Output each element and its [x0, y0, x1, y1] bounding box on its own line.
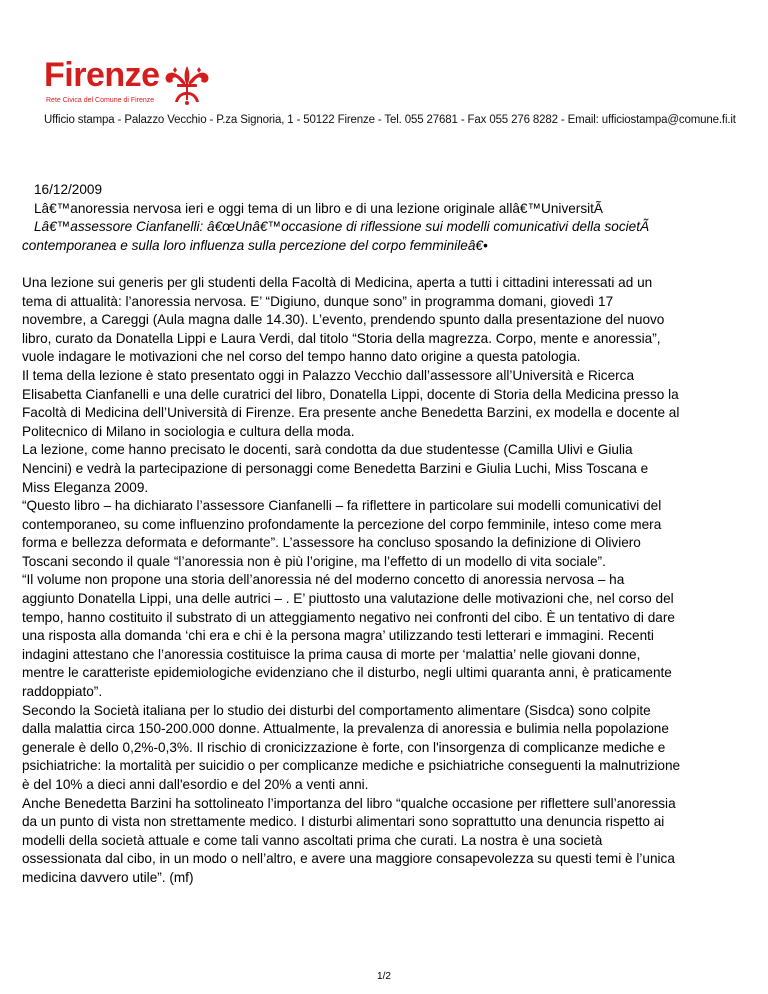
press-release	[22, 181, 752, 888]
logo-subtitle: Rete Civica del Comune di Firenze	[46, 97, 155, 104]
page-header	[0, 0, 768, 140]
spacer	[22, 255, 752, 274]
release-body: Una lezione sui generis per gli studenti della Facoltà di Medicina, aperta a tutti i cittadini interessati ad un tema di attualità: l’anoressia nervosa. E’ “Digiuno, dunque sono” in programma domani, giovedì 17 novembre, a Careggi (Aula magna dalle 14.30). L’evento, prendendo spunto dalla presentazione del nuovo libro, curato da Donatella Lippi e Laura Verdi, dal titolo “Storia della magrezza. Corpo, mente e anoressia”, vuole indagare le motivazioni che nel corso del tempo hanno dato origine a questa patologia. Il tema della lezione è stato presentato oggi in Palazzo Vecchio dall’assessore all’Università e Ricerca Elisabetta Cianfanelli e una delle curatrici del libro, Donatella Lippi, docente di Storia della Medicina presso la Facoltà di Medicina dell’Università di Firenze. Era presente anche Benedetta Barzini, ex modella e docente al Politecnico di Milano in sociologia e cultura della moda. La lezione, come hanno precisato le docenti, sarà condotta da due studentesse (Camilla Ulivi e Giulia Nencini) e vedrà la partecipazione di personaggi come Benedetta Barzini e Giulia Luchi, Miss Toscana e Miss Eleganza 2009. “Questo libro – ha dichiarato l’assessore Cianfanelli – fa riflettere in particolare sui modelli comunicativi del contemporaneo, su come influenzino profondamente la percezione del corpo femminile, inteso come mera forma e bellezza deformata e deformante”. L’assessore ha concluso sposando la definizione di Oliviero Toscani secondo il quale “l’anoressia non è più l’origine, ma l’effetto di un modello di vita sociale”. “Il volume non propone una storia dell’anoressia né del moderno concetto di anoressia nervosa – ha aggiunto Donatella Lippi, una delle autrici – . E’ piuttosto una valutazione delle motivazioni che, nel corso del tempo, hanno costituito il substrato di un atteggiamento negativo nei confronti del cibo. È un tentativo di dare una risposta alla domanda ‘chi era e chi è la persona magra’ utilizzando testi letterari e immagini. Recenti indagini attestano che l’anoressia costituisce la prima causa di morte per ‘malattia’ nelle giovani donne, mentre le caratteriste epidemiologiche evidenziano che il disturbo, negli ultimi quaranta anni, è praticamente raddoppiato”. Secondo la Società italiana per lo studio dei disturbi del comportamento alimentare (Sisdca) sono colpite dalla malattia circa 150-200.000 donne. Attualmente, la prevalenza di anoressia e bulimia nella popolazione generale è dello 0,2%-0,3%. Il rischio di cronicizzazione è forte, con l'insorgenza di complicanze mediche e psichiatriche: la mortalità per suicidio o per complicanze mediche e psichiatriche conseguenti la malnutrizione è del 10% a dieci anni dall'esordio e del 20% a venti anni. Anche Benedetta Barzini ha sottolineato l’importanza del libro “qualche occasione per riflettere sull’anoressia da un punto di vista non strettamente medico. I disturbi alimentari sono soprattutto una denuncia rispetto ai modelli della società attuale e come tali vanno ascoltati prima che curati. La nostra è una società ossessionata dal cibo, in un modo o nell’altro, e avere una maggiore consapevolezza su questi temi è l’unica medicina davvero utile”. (mf)	[22, 274, 681, 885]
florentine-lily-icon	[163, 62, 211, 106]
release-subtitle-line-2: contemporanea e sulla loro influenza sulla percezione del corpo femminileâ€•	[22, 237, 488, 253]
release-title: Lâ€™anoressia nervosa ieri e oggi tema di un libro e di una lezione originale allâ€™UniversitÃ	[34, 200, 603, 216]
release-subtitle-line-1: Lâ€™assessore Cianfanelli: â€œUnâ€™occasione di riflessione sui modelli comunicativi della societÃ	[34, 219, 650, 235]
press-office-contact-line: Ufficio stampa - Palazzo Vecchio - P.za Signoria, 1 - 50122 Firenze - Tel. 055 27681 - Fax 055 276 8282 - Email: ufficiostampa@comune.fi.it	[44, 114, 736, 126]
release-date: 16/12/2009	[34, 182, 103, 197]
page-number: 1/2	[377, 971, 391, 982]
firenze-logo-text: Firenze	[44, 56, 160, 94]
